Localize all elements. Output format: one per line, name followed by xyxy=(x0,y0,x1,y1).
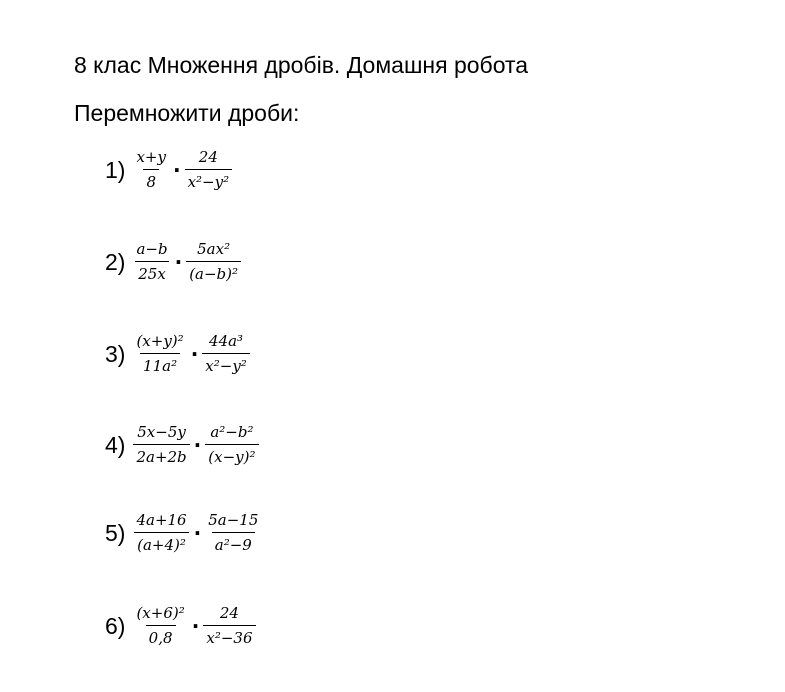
fraction-1 xyxy=(133,150,169,190)
fraction-2 xyxy=(202,334,250,374)
problem-3 xyxy=(105,324,250,384)
denominator: a²−9 xyxy=(212,532,255,553)
denominator: 8 xyxy=(143,169,159,190)
problem-5 xyxy=(105,503,261,563)
page-title: 8 клас Множення дробів. Домашня робота xyxy=(74,52,529,78)
denominator: 25x xyxy=(135,261,169,282)
problem-4 xyxy=(105,415,259,475)
problem-2 xyxy=(105,232,241,292)
fraction-2 xyxy=(203,606,255,646)
numerator: (x+y)² xyxy=(136,332,184,350)
denominator: 11a² xyxy=(140,353,180,374)
numerator: a−b xyxy=(136,240,168,258)
fraction-2 xyxy=(205,513,261,553)
task-instruction: Перемножити дроби: xyxy=(74,100,300,126)
numerator: a²−b² xyxy=(210,423,254,441)
denominator: 2a+2b xyxy=(133,444,189,465)
problem-1 xyxy=(105,140,232,200)
multiply-dot: · xyxy=(191,614,200,638)
fraction-1 xyxy=(133,606,187,646)
multiply-dot: · xyxy=(174,250,183,274)
multiply-dot: · xyxy=(193,521,202,545)
denominator: (a+4)² xyxy=(134,532,189,553)
denominator: x²−y² xyxy=(185,169,233,190)
multiply-dot: · xyxy=(172,158,181,182)
numerator: x+y xyxy=(136,148,166,166)
fraction-1 xyxy=(133,242,170,282)
multiply-dot: · xyxy=(193,433,202,457)
problem-number: 5) xyxy=(105,519,126,546)
problem-number: 3) xyxy=(105,340,126,367)
denominator: 0,8 xyxy=(146,625,176,646)
numerator: 24 xyxy=(198,148,218,166)
numerator: 5ax² xyxy=(197,240,231,258)
multiply-dot: · xyxy=(190,342,199,366)
numerator: 5x−5y xyxy=(137,423,186,441)
fraction-1 xyxy=(133,425,189,465)
problem-number: 6) xyxy=(105,612,126,639)
numerator: 5a−15 xyxy=(208,511,259,529)
numerator: 24 xyxy=(219,604,239,622)
fraction-1 xyxy=(133,513,189,553)
problem-number: 1) xyxy=(105,156,126,183)
problem-number: 4) xyxy=(105,431,126,458)
denominator: x²−36 xyxy=(203,625,255,646)
denominator: (x−y)² xyxy=(205,444,258,465)
problem-number: 2) xyxy=(105,248,126,275)
numerator: 44a³ xyxy=(209,332,244,350)
fraction-2 xyxy=(205,425,258,465)
fraction-2 xyxy=(186,242,241,282)
fraction-2 xyxy=(185,150,233,190)
denominator: (a−b)² xyxy=(186,261,241,282)
numerator: 4a+16 xyxy=(136,511,187,529)
denominator: x²−y² xyxy=(202,353,250,374)
problem-6 xyxy=(105,596,256,656)
numerator: (x+6)² xyxy=(136,604,185,622)
fraction-1 xyxy=(133,334,186,374)
